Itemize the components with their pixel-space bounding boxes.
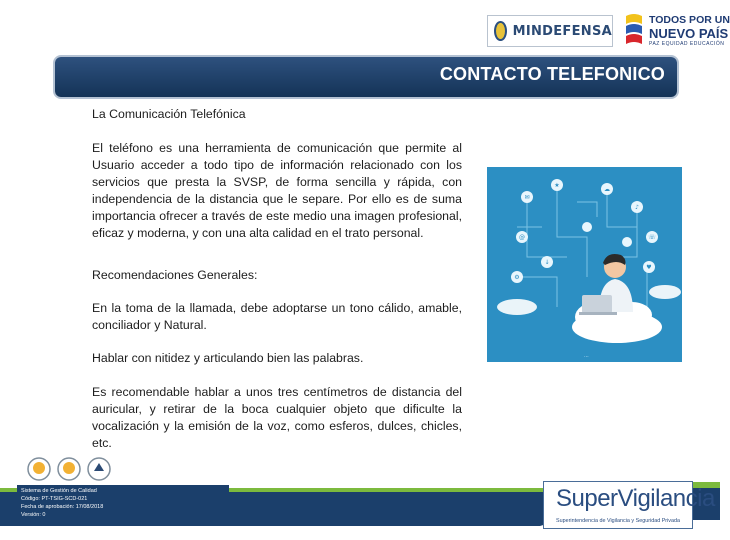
quality-system-info bbox=[17, 485, 229, 521]
svg-text:@: @ bbox=[519, 234, 525, 241]
document-version: Versión: 0 bbox=[21, 512, 46, 518]
svg-text:...: ... bbox=[584, 353, 589, 359]
recommendation-distance: Es recomendable hablar a unos tres centímetros de distancia del auricular, y retirar de la boca cualquier objeto que dificulte la vocalización y la emisión de la voz, como esferos, dulces, chicles, etc. bbox=[92, 385, 462, 450]
svg-text:⚙: ⚙ bbox=[514, 274, 520, 281]
mindefensa-logo-text: MINDEFENSA bbox=[512, 23, 612, 39]
certification-seal-icon bbox=[86, 456, 112, 482]
approval-date: Fecha de aprobación: 17/08/2018 bbox=[21, 504, 104, 510]
svg-text:☁: ☁ bbox=[604, 186, 610, 193]
coat-of-arms-icon bbox=[494, 21, 507, 41]
title-banner bbox=[55, 57, 677, 97]
pais-line1: TODOS POR UN bbox=[649, 14, 730, 26]
person-laptop-cloud-illustration bbox=[487, 167, 682, 362]
pais-slogan: PAZ EQUIDAD EDUCACIÓN bbox=[649, 41, 725, 47]
quality-system-label: Sistema de Gestión de Calidad bbox=[21, 488, 97, 494]
intro-paragraph: El teléfono es una herramienta de comunicación que permite al Usuario acceder a todo tipo de información relacionado con los servicios que presta la SVSP, de forma sencilla y rápida, con independencia de la distancia que le separe. Por ello es de suma importancia ofrecer a través de este medio una imagen profesional, eficaz y moderna, y con una alta calidad en el trato personal. bbox=[92, 141, 462, 240]
supervigilancia-subtitle: Superintendencia de Vigilancia y Seguridad Privada bbox=[556, 518, 680, 524]
pais-line2: NUEVO PAÍS bbox=[649, 26, 729, 41]
recommendations-heading: Recomendaciones Generales: bbox=[92, 268, 258, 282]
todos-por-un-nuevo-pais-logo bbox=[622, 8, 730, 50]
supervigilancia-logo bbox=[543, 481, 715, 529]
document-code: Código: PT-TSIG-SCD-021 bbox=[21, 496, 88, 502]
certification-seal-icon bbox=[26, 456, 52, 482]
nuevo-pais-flag-icon bbox=[622, 10, 644, 48]
page-title: CONTACTO TELEFONICO bbox=[439, 64, 665, 84]
section-subtitle: La Comunicación Telefónica bbox=[92, 107, 246, 121]
svg-text:♥: ♥ bbox=[646, 264, 652, 271]
svg-text:✉: ✉ bbox=[524, 194, 530, 201]
recommendation-clarity: Hablar con nitidez y articulando bien las palabras. bbox=[92, 351, 364, 365]
recommendation-tone: En la toma de la llamada, debe adoptarse un tono cálido, amable, conciliador y Natural. bbox=[92, 301, 462, 332]
svg-text:★: ★ bbox=[554, 182, 560, 189]
svg-text:☏: ☏ bbox=[648, 234, 656, 241]
svg-text:↓: ↓ bbox=[544, 259, 550, 266]
svg-text:♪: ♪ bbox=[635, 204, 639, 211]
certification-seal-icon bbox=[56, 456, 82, 482]
supervigilancia-logo-text: SuperVigilancia bbox=[556, 485, 715, 512]
mindefensa-logo bbox=[487, 15, 613, 47]
